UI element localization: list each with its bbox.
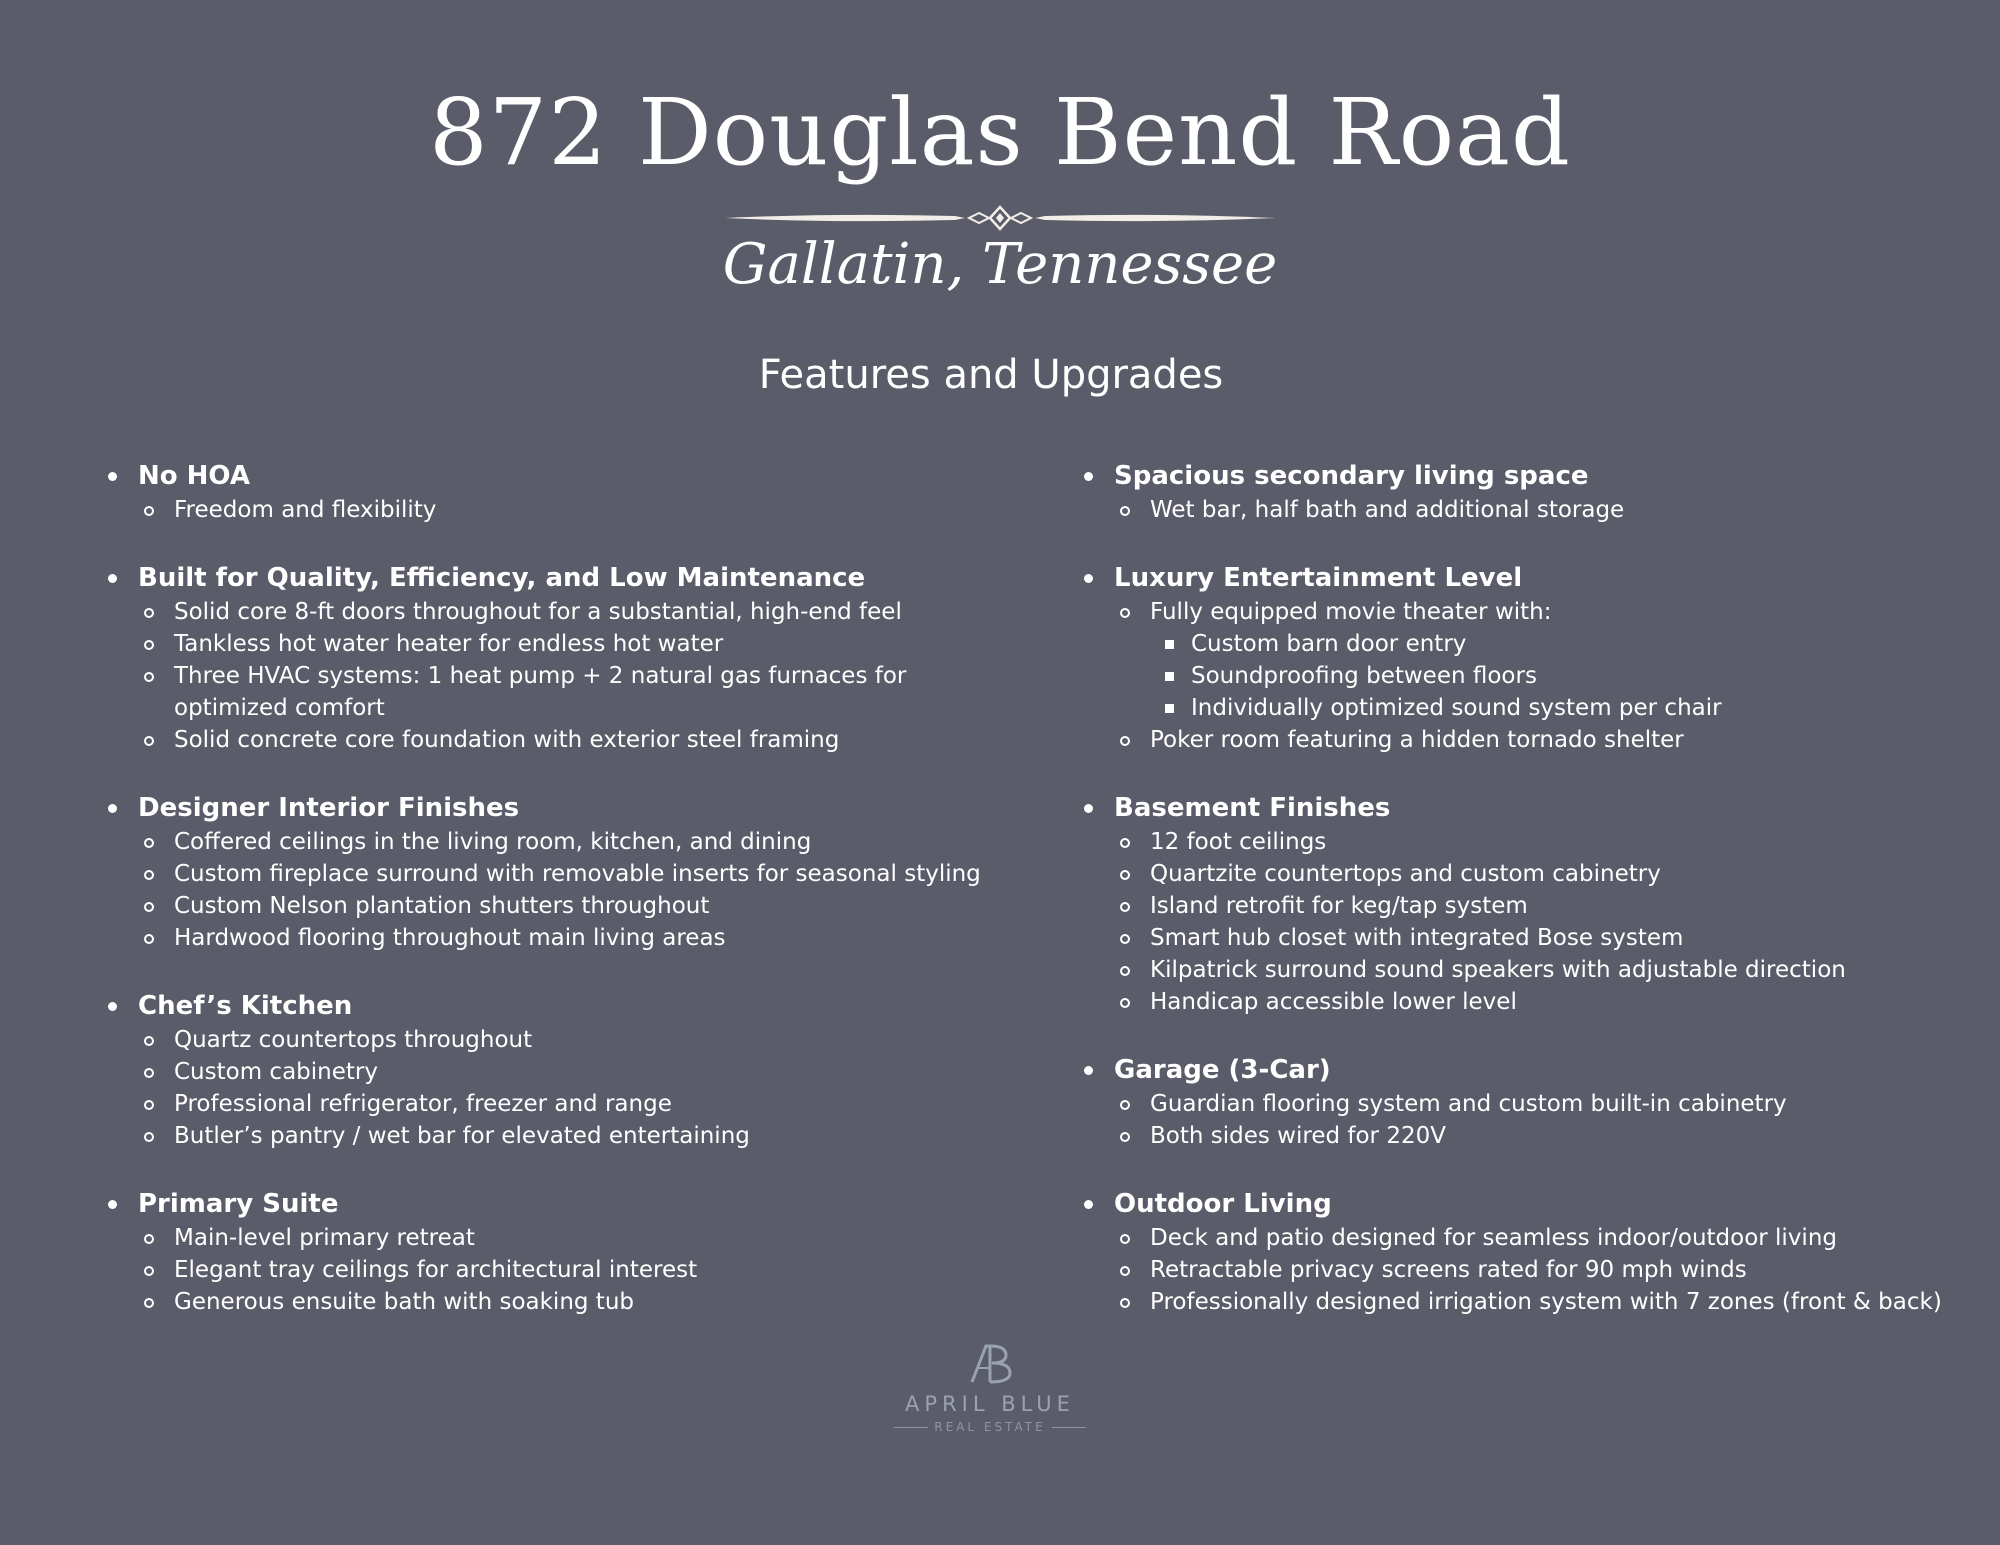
feature-item: Custom fireplace surround with removable inserts for seasonal styling	[102, 858, 1002, 890]
feature-group	[1078, 560, 1978, 756]
feature-group-title: Primary Suite	[102, 1186, 1002, 1222]
feature-subitem: Soundproofing between floors	[1078, 660, 1978, 692]
logo-tagline: REAL ESTATE	[934, 1420, 1046, 1434]
feature-item: Kilpatrick surround sound speakers with adjustable direction	[1078, 954, 1978, 986]
feature-group-title: Chef’s Kitchen	[102, 988, 1002, 1024]
feature-item: Retractable privacy screens rated for 90 mph winds	[1078, 1254, 1978, 1286]
feature-item: Quartz countertops throughout	[102, 1024, 1002, 1056]
feature-item: Poker room featuring a hidden tornado shelter	[1078, 724, 1978, 756]
feature-item: Solid concrete core foundation with exterior steel framing	[102, 724, 1002, 756]
feature-item: Both sides wired for 220V	[1078, 1120, 1978, 1152]
page-subtitle: Gallatin, Tennessee	[722, 232, 1278, 297]
feature-item: Generous ensuite bath with soaking tub	[102, 1286, 1002, 1318]
ornamental-divider	[725, 205, 1275, 231]
feature-group	[1078, 790, 1978, 1018]
feature-item: Freedom and flexibility	[102, 494, 1002, 526]
section-heading: Features and Upgrades	[758, 352, 1224, 398]
feature-item: Quartzite countertops and custom cabinetry	[1078, 858, 1978, 890]
feature-item: 12 foot ceilings	[1078, 826, 1978, 858]
logo-tagline-row	[890, 1420, 1090, 1434]
feature-group-title: Designer Interior Finishes	[102, 790, 1002, 826]
feature-item: Professional refrigerator, freezer and range	[102, 1088, 1002, 1120]
left-feature-column	[102, 458, 1002, 1352]
feature-item: Elegant tray ceilings for architectural interest	[102, 1254, 1002, 1286]
feature-item: Butler’s pantry / wet bar for elevated entertaining	[102, 1120, 1002, 1152]
feature-group	[102, 458, 1002, 526]
ab-monogram-icon	[950, 1340, 1030, 1388]
logo-rule-left	[894, 1427, 928, 1428]
page-title: 872 Douglas Bend Road	[429, 79, 1571, 186]
feature-group-title: Built for Quality, Efficiency, and Low Maintenance	[102, 560, 1002, 596]
feature-item: Professionally designed irrigation system with 7 zones (front & back)	[1078, 1286, 1978, 1318]
feature-group	[1078, 1052, 1978, 1152]
april-blue-logo	[890, 1340, 1090, 1450]
feature-group	[1078, 1186, 1978, 1318]
feature-group-title: Luxury Entertainment Level	[1078, 560, 1978, 596]
feature-item: Tankless hot water heater for endless hot water	[102, 628, 1002, 660]
feature-item: Fully equipped movie theater with:	[1078, 596, 1978, 628]
feature-group-title: Basement Finishes	[1078, 790, 1978, 826]
logo-rule-right	[1052, 1427, 1086, 1428]
feature-group	[102, 560, 1002, 756]
feature-group	[102, 988, 1002, 1152]
feature-group-title: No HOA	[102, 458, 1002, 494]
feature-item: Smart hub closet with integrated Bose system	[1078, 922, 1978, 954]
feature-item: Island retrofit for keg/tap system	[1078, 890, 1978, 922]
feature-item: Custom Nelson plantation shutters throughout	[102, 890, 1002, 922]
feature-group	[102, 1186, 1002, 1318]
feature-item: Hardwood flooring throughout main living areas	[102, 922, 1002, 954]
feature-item: Handicap accessible lower level	[1078, 986, 1978, 1018]
feature-item: Custom cabinetry	[102, 1056, 1002, 1088]
feature-group	[102, 790, 1002, 954]
feature-item: Guardian flooring system and custom built-in cabinetry	[1078, 1088, 1978, 1120]
feature-item: Three HVAC systems: 1 heat pump + 2 natural gas furnaces for optimized comfort	[102, 660, 1002, 724]
right-feature-column	[1078, 458, 1978, 1352]
feature-group-title: Outdoor Living	[1078, 1186, 1978, 1222]
feature-subitem: Individually optimized sound system per chair	[1078, 692, 1978, 724]
feature-subitem: Custom barn door entry	[1078, 628, 1978, 660]
feature-group	[1078, 458, 1978, 526]
feature-item: Coffered ceilings in the living room, kitchen, and dining	[102, 826, 1002, 858]
feature-group-title: Spacious secondary living space	[1078, 458, 1978, 494]
feature-group-title: Garage (3-Car)	[1078, 1052, 1978, 1088]
feature-item: Solid core 8-ft doors throughout for a substantial, high-end feel	[102, 596, 1002, 628]
feature-item: Main-level primary retreat	[102, 1222, 1002, 1254]
feature-item: Wet bar, half bath and additional storage	[1078, 494, 1978, 526]
feature-item: Deck and patio designed for seamless indoor/outdoor living	[1078, 1222, 1978, 1254]
logo-name: APRIL BLUE	[905, 1392, 1075, 1416]
